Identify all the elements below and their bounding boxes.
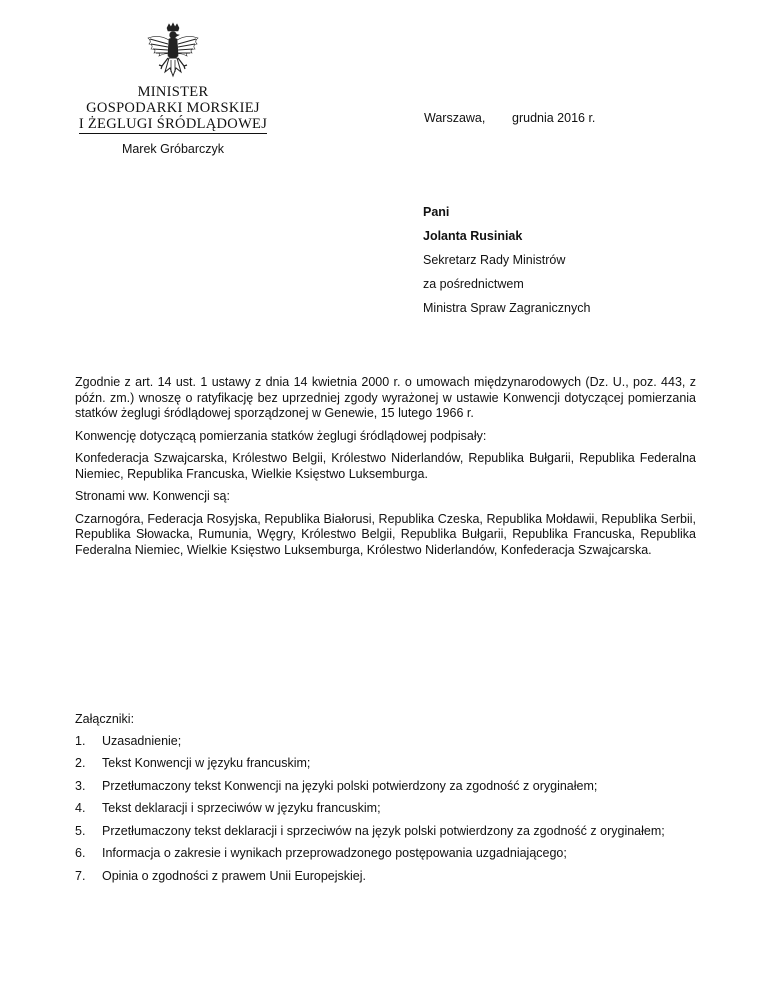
- attachment-number: 2.: [75, 756, 86, 770]
- recipient-title: Sekretarz Rady Ministrów: [423, 253, 566, 267]
- recipient-name: Jolanta Rusiniak: [423, 229, 523, 243]
- attachment-number: 6.: [75, 846, 86, 860]
- list-item: [75, 756, 696, 772]
- list-item: [75, 801, 696, 817]
- letter-body: [75, 375, 696, 565]
- recipient-via-office: Ministra Spraw Zagranicznych: [423, 301, 591, 315]
- recipient-salutation: Pani: [423, 205, 450, 219]
- list-item: [75, 824, 696, 840]
- dateline: [424, 111, 596, 125]
- office-line-3: I ŻEGLUGI ŚRÓDLĄDOWEJ: [78, 116, 268, 132]
- attachment-text: Opinia o zgodności z prawem Unii Europejskiej.: [102, 868, 367, 883]
- attachment-text: Przetłumaczony tekst deklaracji i sprzeciwów na język polski potwierdzony za zgodność z oryginałem;: [102, 823, 665, 838]
- body-paragraph-5: Czarnogóra, Federacja Rosyjska, Republika Białorusi, Republika Czeska, Republika Mołdawii, Republika Serbii, Republika Słowacka, Rumunia, Węgry, Królestwo Belgii, Republika Bułgarii, Republika Francuska, Republika Federalna Niemiec, Wielkie Księstwo Luksemburga, Królestwo Niderlandów, Konfederacja Szwajcarska.: [75, 511, 696, 557]
- office-line-2: GOSPODARKI MORSKIEJ: [86, 100, 260, 116]
- attachment-number: 5.: [75, 823, 86, 838]
- attachment-number: 1.: [75, 733, 86, 748]
- minister-office-title: [68, 84, 278, 134]
- list-item: [75, 846, 696, 862]
- attachments-section: [75, 712, 696, 891]
- recipient-via: za pośrednictwem: [423, 277, 524, 291]
- attachment-text: Tekst Konwencji w języku francuskim;: [102, 756, 311, 770]
- attachment-number: 7.: [75, 868, 86, 883]
- body-paragraph-2: Konwencję dotyczącą pomierzania statków żeglugi śródlądowej podpisały:: [75, 428, 487, 443]
- recipient-block: [423, 204, 590, 324]
- body-paragraph-1: Zgodnie z art. 14 ust. 1 ustawy z dnia 14 kwietnia 2000 r. o umowach międzynarodowych (Dz. U., poz. 443, z późn. zm.) wnoszę o ratyfikację bez uprzedniej zgody wyrażonej w ustawie Konwencji dotyczącej pomierzania statków żeglugi śródlądowej sporządzonej w Genewie, 15 lutego 1966 r.: [75, 375, 696, 420]
- attachment-text: Przetłumaczony tekst Konwencji na języki polski potwierdzony za zgodność z oryginałem;: [102, 778, 598, 793]
- attachments-title: Załączniki:: [75, 712, 135, 726]
- list-item: [75, 779, 696, 795]
- dateline-place: Warszawa,: [424, 111, 486, 125]
- dateline-date: grudnia 2016 r.: [512, 111, 596, 125]
- signer-name: Marek Gróbarczyk: [121, 142, 225, 156]
- body-paragraph-3: Konfederacja Szwajcarska, Królestwo Belgii, Królestwo Niderlandów, Republika Bułgarii, Republika Federalna Niemiec, Republika Francuska, Wielkie Księstwo Luksemburga.: [75, 451, 696, 481]
- attachments-list: [75, 734, 696, 885]
- attachment-text: Informacja o zakresie i wynikach przeprowadzonego postępowania uzgadniającego;: [102, 846, 567, 860]
- attachment-text: Uzasadnienie;: [102, 733, 182, 748]
- polish-eagle-emblem-icon: [143, 22, 203, 86]
- office-line-1: MINISTER: [137, 84, 209, 100]
- attachment-number: 4.: [75, 801, 86, 815]
- attachment-text: Tekst deklaracji i sprzeciwów w języku francuskim;: [102, 801, 381, 815]
- attachment-number: 3.: [75, 778, 86, 793]
- body-paragraph-4: Stronami ww. Konwencji są:: [75, 489, 230, 503]
- list-item: [75, 734, 696, 750]
- list-item: [75, 869, 696, 885]
